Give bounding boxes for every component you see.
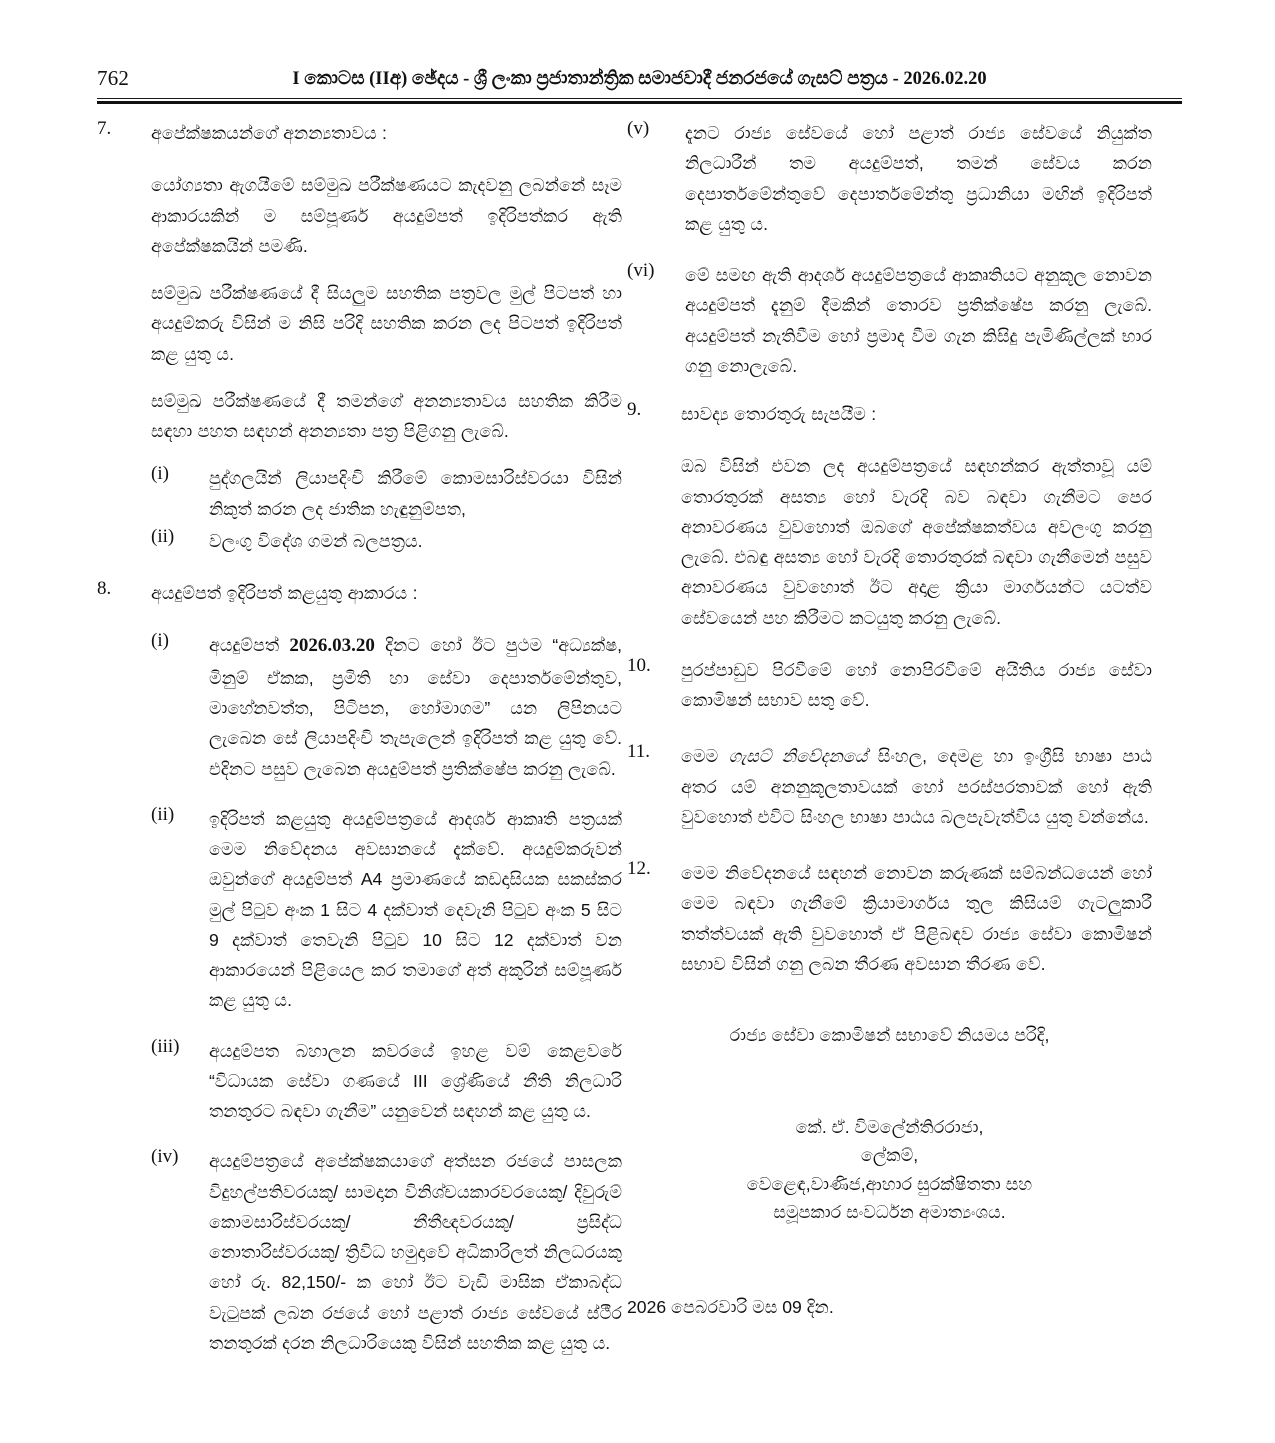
section-12-body (681, 858, 1152, 979)
signatory-designation: ලේකම්, (860, 1145, 919, 1166)
page-header (97, 66, 1182, 100)
gazette-title: I කොටස (IIඅ) ඡේදය - ශ්‍රී ලංකා ප්‍රජාතාන්ත්‍රික සමාජවාදී ජනරජයේ ගැසට් පත්‍රය - 2026.02.20 (292, 69, 987, 89)
section-8-item-i-text (209, 630, 622, 784)
section-8-item-iii-marker: (iii) (151, 1035, 180, 1057)
section-8-item-iv-marker: (iv) (151, 1146, 179, 1168)
section-10-number: 10. (627, 654, 651, 676)
section-7-item-ii-text: වලංගු විදේශ ගමන් බලපත්‍රය. (209, 530, 423, 551)
issue-date: 2026 පෙබරවාරි මස 09 දින. (627, 1296, 834, 1317)
section-8-item-v (627, 118, 1152, 239)
section-8-item-vi (627, 260, 1152, 381)
section-10-text: පුරප්පාඩුව පිරවීමේ හෝ නොපිරවීමේ අයිතිය රාජ්‍ය සේවා කොමිෂන් සභාව සතු වේ. (681, 659, 1152, 710)
section-10 (627, 655, 1152, 716)
section-7-item-i (151, 463, 622, 524)
section-11-text (681, 741, 1152, 832)
section-7-para-2: සම්මුඛ පරීක්ෂණයේ දී සියලුම සහතික පත්‍රවල මුල් පිටපත් හා අයදුම්කරු විසින් ම නිසි පරිදි සහතික කරන ලද පිටපත් ඉදිරිපත් කළ යුතු ය. (151, 283, 622, 364)
section-8-item-v-text: දැනට රාජ්‍ය සේවයේ හෝ පළාත් රාජ්‍ය සේවයේ නියුක්ත නිලධාරීන් තම අයදුම්පත්, තමන් සේවය කරන දෙපාර්තමේන්තුවේ දෙපාර්තමේන්තු ප්‍රධානියා මඟින් ඉදිරිපත් කළ යුතු ය. (685, 123, 1152, 234)
section-8-item-iii-text: අයදුම්පත බහාලන කවරයේ ඉහළ වම් කෙළවරේ “විධායක සේවා ගණයේ III ශ්‍රේණියේ නීති නිලධාරි තනතුරට බඳවා ගැනීම” යනුවෙන් සඳහන් කළ යුතු ය. (209, 1040, 622, 1122)
section-8-heading: අයදුම්පත් ඉදිරිපත් කළයුතු ආකාරය : (151, 583, 418, 603)
section-7-item-ii-marker: (ii) (151, 525, 175, 547)
section-9-heading: සාවද්‍ය තොරතුරු සැපයීම : (681, 404, 877, 424)
section-9-para: ඔබ විසින් එවන ලද අයදුම්පත්‍රයේ සඳහන්කර ඇත්තාවූ යම් තොරතුරක් අසත්‍ය හෝ වැරදි බව බඳවා ගැනීමට පෙර අනාවරණය වුවහොත් ඔබගේ අපේක්ෂකත්වය අවලංගු කරනු ලැබේ. එබඳු අසත්‍ය හෝ වැරදි තොරතුරක් බඳවා ගැනීමෙන් පසුව අනාවරණය වුවහොත් ඊට අදාළ ක්‍රියා මාර්ගයන්ට යටත්ව සේවයෙන් පහ කිරීමට කටයුතු කරනු ලැබේ. (681, 456, 1152, 628)
section-8-item-i-suffix: දිනට හෝ ඊට පුථම “අධ්‍යක්ෂ, මිනුම් ඒකක, ප්‍රමිති හා සේවා දෙපාර්තමේන්තුව, මාහේනවත්ත, පිටිපන, හෝමාගම” යන ලිපිනයට ලැබෙන සේ ලියාපදිංචි තැපැලෙන් ඉදිරිපත් කළ යුතු වේ. එදිනට පසුව ලැබෙන අයදුම්පත් ප්‍රතික්ෂේප කරනු ලැබේ. (209, 635, 623, 779)
section-7-item-i-text: පුද්ගලයින් ලියාපදිංචි කිරීමේ කොමසාරිස්වරයා විසින් නිකුත් කරන ලද ජාතික හැඳුනුම්පත, (209, 468, 622, 519)
section-8-item-ii (151, 804, 622, 1016)
section-8-item-iv (151, 1146, 622, 1358)
section-11-suffix: සිංහල, දෙමළ හා ඉංග්‍රීසි භාෂා පාඨ අතර යම් අනනුකූලතාවයක් හෝ පරස්පරතාවක් හෝ ඇති වුවහොත් එවිට සිංහල භාෂා පාඨය බලපැවැත්විය යුතු වන්නේය. (681, 746, 1153, 827)
section-8-item-i-marker: (i) (151, 630, 169, 652)
gazette-notice-italic: ගැසට් නිවේදනයේ (728, 746, 868, 767)
section-8-item-i-prefix: අයදුම්පත් (209, 635, 290, 656)
section-8-item-iii (151, 1036, 622, 1127)
left-column (97, 118, 622, 1375)
section-7-para-3: සම්මුඛ පරීක්ෂණයේ දී තමන්ගේ අනන්‍යතාවය සහතික කිරීම සඳහා පහත සඳහන් අනන්‍යතා පත්‍ර පිළිගනු ලැබේ. (151, 390, 622, 441)
header-rule-thin (97, 98, 1182, 99)
section-7-item-ii (151, 526, 622, 556)
section-9 (627, 399, 1152, 633)
section-12 (627, 858, 1152, 979)
section-8-item-iv-text: අයදුම්පත්‍රයේ අපේක්ෂකයාගේ අත්සන රජයේ පාසලක විදුහල්පතිවරයකු/ සාමදාන විනිශ්චයකාරවරයෙකු/ දිවුරුම් කොමසාරිස්වරයකු/ නීතීඥවරයකු/ ප්‍රසිද්ධ නොතාරිස්වරයකු/ ත්‍රිවිධ හමුදාවේ අධිකාරිලත් නිලධරයකු හෝ රු. 82,150/- ක හෝ ඊට වැඩි මාසික ඒකාබද්ධ වැටුපක් ලබන රජයේ හෝ පළාත් රාජ්‍ය සේවයේ ස්ථීර තනතුරක් දරන නිලධාරියෙකු විසින් සහතික කළ යුතු ය. (209, 1151, 622, 1353)
section-8-number: 8. (97, 578, 112, 599)
section-7-para-1: යෝග්‍යතා ඇගයීමේ සම්මුඛ පරීක්ෂණයට කැදවනු ලබන්නේ සෑම ආකාරයකින් ම සම්පූර්ණ අයදුම්පත් ඉදිරිපත්කර ඇති අපේක්ෂකයින් පමණි. (151, 175, 622, 256)
section-8-continued (627, 118, 1152, 381)
section-12-number: 12. (627, 858, 651, 879)
section-9-body (681, 399, 1152, 633)
section-8-item-vi-marker: (vi) (627, 260, 655, 281)
section-12-text: මෙම නිවේදනයේ සඳහන් නොවන කරුණක් සම්බන්ධයෙන් හෝ මෙම බඳවා ගැනීමේ ක්‍රියාමාර්ගය තුල කිසියම් ගැටලුකාරී තත්ත්වයක් ඇති වුවහොත් ඒ පිළිබඳව රාජ්‍ය සේවා කොමිෂන් සභාව විසින් ගනු ලබන තීරණ අවසාන තීරණ වේ. (681, 863, 1152, 974)
section-8 (97, 578, 622, 1358)
signature-block (627, 1113, 1152, 1227)
section-8-body (151, 578, 622, 1358)
signatory-name: කේ. ඒ. විමලේන්තිරරාජා, (795, 1116, 984, 1137)
section-8-item-i (151, 630, 622, 784)
header-rule-thick (97, 101, 1182, 104)
section-8-item-vi-text: මේ සමඟ ඇති ආදර්ශ අයදුම්පත්‍රයේ ආකෘතියට අනුකූල නොවන අයදුම්පත් දැනුම් දීමකින් තොරව ප්‍රතික්ෂේප කරනු ලැබේ. අයදුම්පත් නැතිවීම හෝ ප්‍රමාද වීම ගැන කිසිදු පැමිණිල්ලක් භාර ගනු නොලැබේ. (685, 265, 1152, 376)
section-10-body (681, 655, 1152, 716)
ministry-line-2: සමූපකාර සංවර්ධන අමාත්‍යංශය. (773, 1202, 1006, 1223)
section-7-body (151, 118, 622, 556)
section-8-item-ii-text: ඉදිරිපත් කළයුතු අයදුම්පත්‍රයේ ආදර්ශ ආකෘති පත්‍රයක් මෙම නිවේදනය අවසානයේ දැක්වේ. අයදුම්කරුවන් ඔවුන්ගේ අයදුම්පත් A4 ප්‍රමාණයේ කඩදාසියක සකස්කර මුල් පිටුව අංක 1 සිට 4 දක්වාත් දෙවැනි පිටුව අංක 5 සිට 9 දක්වාත් තෙවැනි පිටුව 10 සිට 12 දක්වාත් වන ආකාරයෙන් පිළියෙල කර තමාගේ අත් අකුරින් සම්පූර්ණ කළ යුතු ය. (209, 808, 622, 1011)
application-deadline-date: 2026.03.20 (289, 635, 375, 657)
section-11-body (681, 741, 1152, 832)
section-7-item-i-marker: (i) (151, 463, 169, 485)
page-number: 762 (97, 66, 130, 90)
by-order-line: රාජ්‍ය සේවා කොමිෂන් සභාවේ නියමය පරිදි, (729, 1025, 1050, 1045)
section-11-number: 11. (627, 741, 651, 763)
section-7 (97, 118, 622, 556)
section-8-item-v-marker: (v) (627, 118, 650, 139)
section-7-number: 7. (97, 118, 112, 139)
section-7-heading: අපේක්ෂකයන්ගේ අනන්‍යතාවය : (151, 123, 387, 143)
section-11-prefix: මෙම (681, 746, 729, 767)
section-9-number: 9. (627, 399, 642, 420)
ministry-line-1: වෙළෙඳ,වාණිජ,ආහාර සුරක්ෂිතතා සහ (746, 1173, 1033, 1194)
section-8-item-ii-marker: (ii) (151, 803, 175, 825)
section-11 (627, 741, 1152, 832)
right-column (627, 118, 1152, 1318)
